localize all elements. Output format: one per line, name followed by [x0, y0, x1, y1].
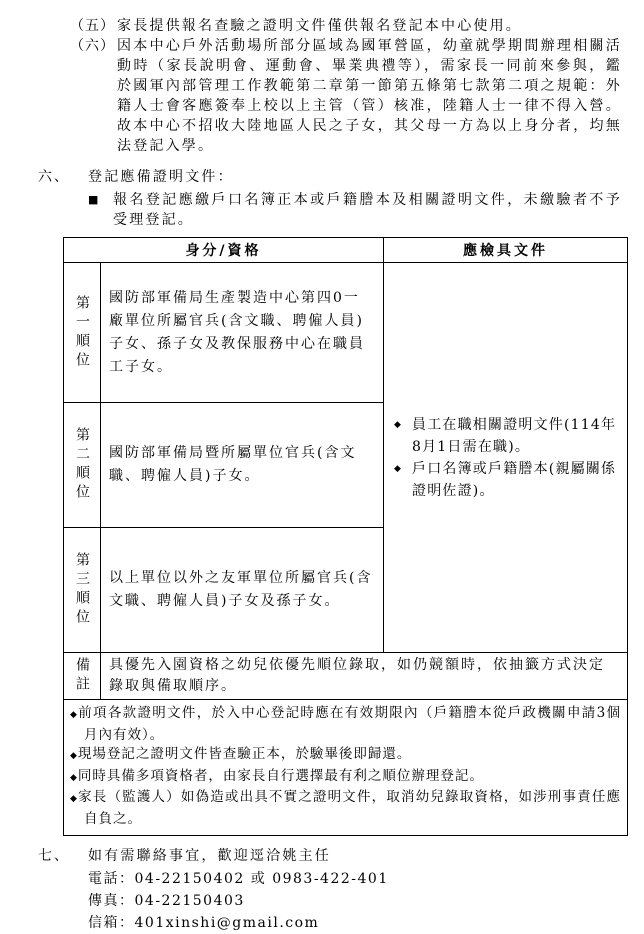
remark-label-cell — [64, 653, 101, 700]
required-documents-cell — [384, 263, 628, 653]
item-5-text: 家長提供報名查驗之證明文件僅供報名登記本中心使用。 — [117, 18, 522, 34]
item-6 — [70, 36, 622, 156]
contact-email-value: 401xinshi@gmail.com — [134, 915, 320, 931]
document-bullet-1-text: 員工在職相關證明文件(114年8月1日需在職)。 — [412, 416, 617, 455]
diamond-bullet-icon: ◆ — [70, 710, 79, 720]
note-3-text: 同時具備多項資格者，由家長自行選擇最有利之順位辦理登記。 — [77, 767, 484, 784]
priority-2-label-cell — [64, 403, 101, 528]
registration-priority-table — [63, 237, 628, 836]
note-1-text: 前項各款證明文件，於入中心登記時應在有效期限內（戶籍謄本從戶政機關申請3個月內有效）。 — [78, 705, 621, 743]
note-1 — [70, 704, 621, 745]
contact-fax-label: 傳真： — [88, 893, 135, 909]
diamond-bullet-icon: ◆ — [70, 794, 79, 804]
contact-phone — [88, 868, 644, 890]
header-identity: 身分/資格 — [64, 238, 384, 263]
priority-2-label: 第二順位 — [74, 427, 90, 503]
item-6-number: （六） — [70, 38, 115, 54]
contact-fax-value: 04-22150403 — [134, 893, 245, 909]
remark-label: 備註 — [74, 657, 90, 695]
diamond-bullet-icon: ◆ — [394, 463, 401, 474]
notes-cell — [64, 700, 628, 836]
section-6-heading — [38, 167, 644, 188]
remark-text: 具優先入園資格之幼兒依優先順位錄取，如仍競額時，依抽籤方式決定錄取與備取順序。 — [101, 653, 628, 700]
section-6-bullet-text: 報名登記應繳戶口名簿正本或戶籍謄本及相關證明文件，未繳驗者不予受理登記。 — [113, 192, 622, 228]
table-header-row — [64, 238, 628, 263]
top-paragraphs — [70, 16, 622, 156]
contact-email — [88, 912, 644, 934]
priority-3-label-cell — [64, 528, 101, 653]
item-5 — [70, 16, 622, 36]
priority-1-label-cell — [64, 263, 101, 403]
section-6-bullet — [88, 190, 622, 230]
contact-phone-label: 電話： — [88, 871, 135, 887]
table-row-notes — [64, 700, 628, 836]
priority-3-label: 第三順位 — [74, 552, 90, 628]
note-4-text: 家長（監護人）如偽造或出具不實之證明文件，取消幼兒錄取資格，如涉刑事責任應自負之。 — [78, 789, 622, 827]
contact-phone-value: 04-22150402 或 0983-422-401 — [134, 871, 389, 887]
priority-2-description: 國防部軍備局暨所屬單位官兵(含文職、聘僱人員)子女。 — [101, 403, 384, 528]
contact-fax — [88, 890, 644, 912]
note-2-text: 現場登記之證明文件皆查驗正本，於驗畢後即歸還。 — [77, 746, 412, 762]
priority-3-description: 以上單位以外之友軍單位所屬官兵(含文職、聘僱人員)子女及孫子女。 — [101, 528, 384, 653]
priority-1-description: 國防部軍備局生產製造中心第四0一廠單位所屬官兵(含文職、聘僱人員) 子女、孫子女及教保服務中心在職員工子女。 — [101, 263, 384, 403]
document-bullet-2 — [394, 458, 621, 502]
priority-1-label: 第一順位 — [74, 294, 90, 371]
square-bullet-icon: ■ — [88, 193, 99, 206]
item-5-number: （五） — [70, 18, 115, 34]
note-4 — [70, 788, 621, 829]
diamond-bullet-icon: ◆ — [70, 772, 78, 783]
section-7-title: 如有需聯絡事宜，歡迎逕洽姚主任 — [88, 848, 331, 864]
header-documents: 應檢具文件 — [384, 238, 628, 263]
contact-info — [88, 868, 644, 934]
section-7-heading — [38, 846, 644, 867]
note-2 — [70, 745, 621, 767]
table-row-priority-1 — [64, 263, 628, 403]
section-6-number: 六、 — [38, 169, 70, 185]
item-6-text: 因本中心戶外活動場所部分區域為國軍營區，幼童就學期間辦理相關活動時（家長說明會、運動會、畢業典禮等），需家長一同前來參與，鑑於國軍內部管理工作教範第二章第一節第五條第七款第二項之規範：外籍人士會客應簽奉上校以上主管（管）核准，陸籍人士一律不得入營。故本中心不招收大陸地區人民之子女，其父母一方為以上身分者，均無法登記入學。 — [117, 38, 622, 154]
diamond-bullet-icon: ◆ — [70, 751, 78, 761]
section-6-title: 登記應備證明文件： — [88, 169, 234, 185]
note-3 — [70, 767, 621, 789]
document-bullet-2-text: 戶口名簿或戶籍謄本(親屬關係證明佐證)。 — [412, 460, 617, 499]
table-row-remark — [64, 653, 628, 700]
document-bullet-1 — [394, 414, 621, 458]
diamond-bullet-icon: ◆ — [394, 419, 401, 430]
contact-email-label: 信箱： — [88, 915, 135, 931]
section-7-number: 七、 — [38, 848, 70, 864]
